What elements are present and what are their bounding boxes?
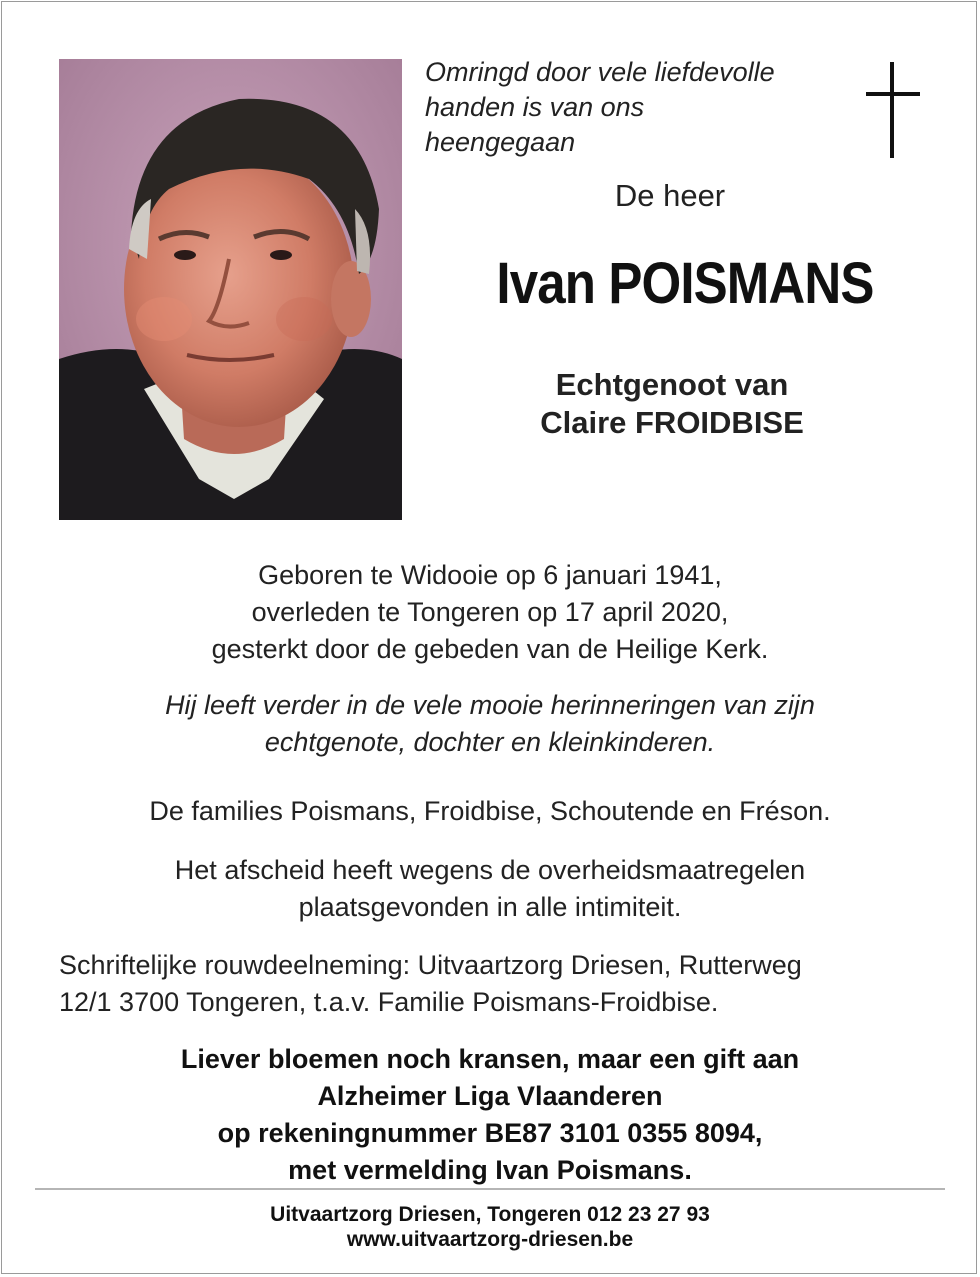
intro-line: heengegaan bbox=[425, 127, 576, 157]
condolence-line: 12/1 3700 Tongeren, t.a.v. Familie Poismans-Froidbise. bbox=[59, 987, 719, 1017]
families-text: De families Poismans, Froidbise, Schoutende en Fréson. bbox=[149, 796, 831, 826]
memory-text bbox=[40, 687, 940, 761]
portrait-photo bbox=[59, 59, 402, 520]
intro-line: Omringd door vele liefdevolle bbox=[425, 57, 775, 87]
condolence-address bbox=[59, 947, 939, 1021]
cross-icon bbox=[864, 62, 922, 160]
intro-text bbox=[425, 55, 855, 160]
donation-line: Liever bloemen noch kransen, maar een gift aan bbox=[180, 1044, 800, 1074]
condolence-line: Schriftelijke rouwdeelneming: Uitvaartzorg Driesen, Rutterweg bbox=[59, 950, 802, 980]
farewell-line: Het afscheid heeft wegens de overheidsmaatregelen bbox=[174, 855, 806, 885]
deceased-name: Ivan POISMANS bbox=[496, 251, 874, 316]
footer-divider bbox=[35, 1188, 945, 1190]
honorific: De heer bbox=[614, 178, 726, 213]
farewell-text bbox=[40, 852, 940, 926]
intro-line: handen is van ons bbox=[425, 92, 645, 122]
spouse-label: Echtgenoot van bbox=[555, 367, 789, 402]
farewell-line: plaatsgevonden in alle intimiteit. bbox=[298, 892, 682, 922]
funeral-home-contact: Uitvaartzorg Driesen, Tongeren 012 23 27 93 bbox=[270, 1203, 710, 1226]
donation-line: Alzheimer Liga Vlaanderen bbox=[317, 1081, 663, 1111]
blessing-line: gesterkt door de gebeden van de Heilige Kerk. bbox=[211, 634, 769, 664]
memory-line: Hij leeft verder in de vele mooie herinneringen van zijn bbox=[165, 690, 815, 720]
spouse-info bbox=[462, 366, 882, 442]
spouse-name: Claire FROIDBISE bbox=[540, 405, 804, 440]
footer bbox=[40, 1202, 940, 1252]
death-line: overleden te Tongeren op 17 april 2020, bbox=[251, 597, 729, 627]
birth-death-info bbox=[40, 557, 940, 668]
donation-request bbox=[40, 1041, 940, 1189]
donation-line: op rekeningnummer BE87 3101 0355 8094, bbox=[217, 1118, 763, 1148]
donation-line: met vermelding Ivan Poismans. bbox=[288, 1155, 692, 1185]
memory-line: echtgenote, dochter en kleinkinderen. bbox=[264, 727, 716, 757]
birth-line: Geboren te Widooie op 6 januari 1941, bbox=[258, 560, 722, 590]
funeral-home-website[interactable]: www.uitvaartzorg-driesen.be bbox=[346, 1228, 634, 1251]
